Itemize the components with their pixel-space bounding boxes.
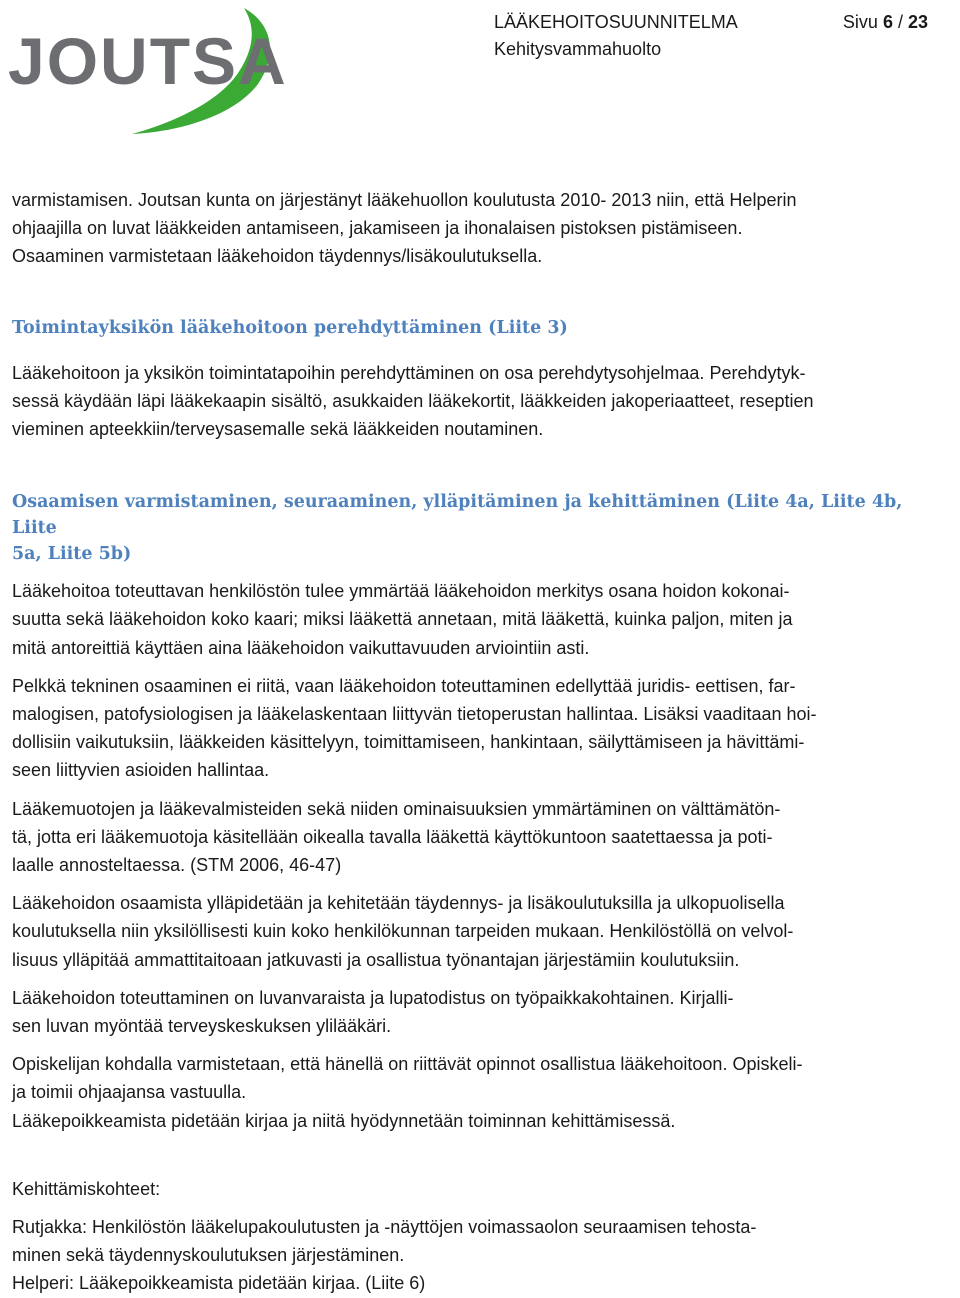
paragraph-understanding: Lääkehoitoa toteuttavan henkilöstön tulee ymmärtää lääkehoidon merkitys osana hoidon kokonai- suutta sekä lääkehoidon koko kaari; miksi lääkettä annetaan, mitä lääkettä, kuinka paljon, miten ja mitä antoreittiä käyttäen aina lääkehoidon vaikuttavuuden arviointiin asti. xyxy=(12,581,793,658)
document-subtitle: Kehitysvammahuolto xyxy=(494,39,662,59)
paragraph-drug-forms: Lääkemuotojen ja lääkevalmisteiden sekä niiden ominaisuuksien ymmärtäminen on välttämätön- tä, jotta eri lääkemuotoja käsitellään oikealla tavalla lääkettä käyttökuntoon saatettaessa ja poti- laalle annosteltaessa. (STM 2006, 46-47) xyxy=(12,798,781,876)
paragraph-deviations: Lääkepoikkeamista pidetään kirjaa ja niitä hyödynnetään toiminnan kehittämisessä. xyxy=(12,1110,676,1131)
paragraph-orientation: Lääkehoitoon ja yksikön toimintatapoihin perehdyttäminen on osa perehdytysohjelmaa. Perehdytyk- sessä käydään läpi lääkekaapin sisältö, asukkaiden lääkekortit, lääkkeiden jakoperiaatteet, reseptien vieminen apteekkiin/terveysasemalle sekä lääkkeiden noutaminen. xyxy=(12,362,814,440)
paragraph-rutjakka: Rutjakka: Henkilöstön lääkelupakoulutusten ja -näyttöjen voimassaolon seuraamisen tehosta- minen sekä täydennyskoulutuksen järjestäminen. xyxy=(12,1217,757,1266)
paragraph-license: Lääkehoidon toteuttaminen on luvanvaraista ja lupatodistus on työpaikkakohtainen. Kirjalli- sen luvan myöntää terveyskeskuksen ylilääkäri. xyxy=(12,987,734,1037)
joutsa-logo xyxy=(8,4,298,139)
paragraph-technical-skill: Pelkkä tekninen osaaminen ei riitä, vaan lääkehoidon toteuttaminen edellyttää juridis- eettisen, far- malogisen, patofysiologisen ja lääkelaskentaan liittyvän tietoperustan hallintaa. Lisäksi vaaditaan hoi- dollisiin vaikutuksiin, lääkkeiden käsittelyyn, toimittamiseen, hankintaan, säilyttämiseen ja hävittämi- seen liittyvien asioiden hallintaa. xyxy=(12,675,817,781)
paragraph-helperi: Helperi: Lääkepoikkeamista pidetään kirjaa. (Liite 6) xyxy=(12,1273,426,1294)
paragraph-training: Lääkehoidon osaamista ylläpidetään ja kehitetään täydennys- ja lisäkoulutuksilla ja ulkopuolisella koulutuksella niin yksilöllisesti kuin koko henkilökunnan tarpeiden mukaan. Henkilöstöllä on velvol- lisuus ylläpitää ammattitaitoaan jatkuvasti ja osallistua työnantajan järjestämiin koulutuksiin. xyxy=(12,893,794,970)
document-body xyxy=(12,186,948,1298)
heading-orientation: Toimintayksikön lääkehoitoon perehdyttäminen (Liite 3) xyxy=(12,317,568,338)
development-targets-label: Kehittämiskohteet: xyxy=(12,1178,161,1199)
page-number: Sivu 6 / 23 xyxy=(842,12,928,32)
document-title: LÄÄKEHOITOSUUNNITELMA xyxy=(494,12,738,32)
logo-text: JOUTSA xyxy=(8,24,288,98)
paragraph-intro: varmistamisen. Joutsan kunta on järjestänyt lääkehuollon koulutusta 2010- 2013 niin, että Helperin ohjaajilla on luvat lääkkeiden antamiseen, jakamiseen ja ihonalaisen pistoksen pistämiseen. Osaaminen varmistetaan lääkehoidon täydennys/lisäkoulutuksella. xyxy=(12,190,797,267)
page-header xyxy=(494,9,934,63)
heading-competence: Osaamisen varmistaminen, seuraaminen, ylläpitäminen ja kehittäminen (Liite 4a, Liite 4b, Liite 5a, Liite 5b) xyxy=(12,492,903,565)
paragraph-students: Opiskelijan kohdalla varmistetaan, että hänellä on riittävät opinnot osallistua lääkehoitoon. Opiskeli- ja toimii ohjaajansa vastuulla. xyxy=(12,1054,803,1103)
